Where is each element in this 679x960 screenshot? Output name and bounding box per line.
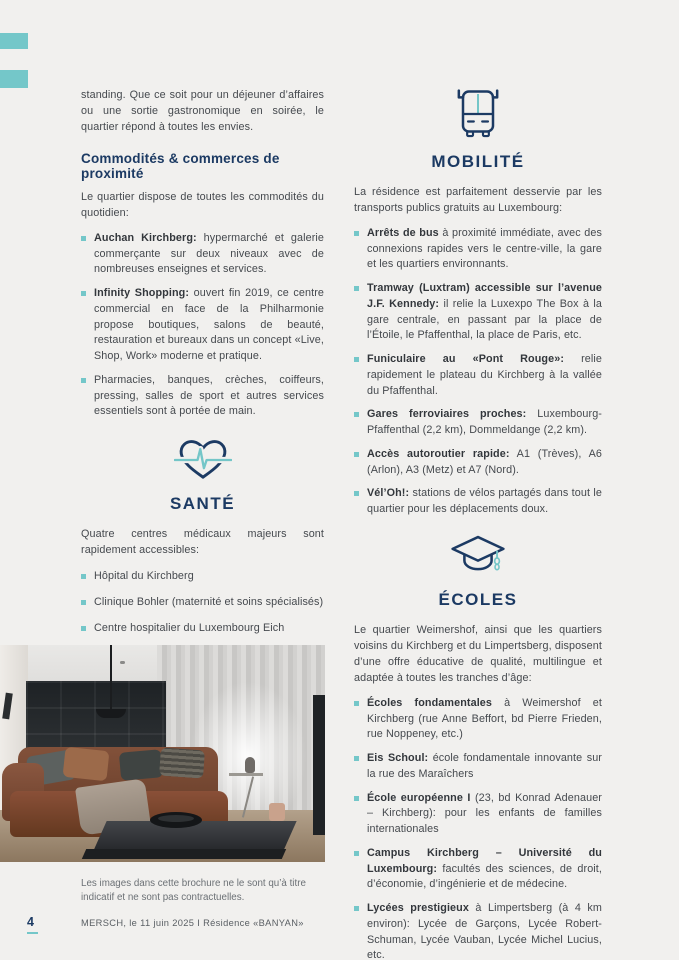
list-item-lead: Tramway (Luxtram) accessible sur l’avenue J.F. Kennedy: (367, 282, 602, 310)
list-item-body: Pharmacies, banques, crèches, coiffeurs, pressing, salles de sport et autres services essentiels sont à portée de main. (94, 373, 324, 418)
list-item (354, 281, 602, 344)
heart-pulse-icon (81, 436, 324, 484)
bullet-square-icon (354, 231, 359, 236)
page-number-underline (27, 932, 38, 934)
photo-coffee-table (93, 821, 296, 851)
list-item-text (94, 231, 324, 278)
list-item (81, 595, 324, 611)
sante-title: SANTÉ (169, 494, 236, 514)
list-item-body: il relie la Luxexpo The Box à la gare centrale, en passant par la place de l’Étoile, le Pfaffenthal, la place de Paris, etc. (367, 297, 602, 342)
list-item-body: stations de vélos partagés dans tout le quartier pour les déplacements doux. (367, 487, 602, 516)
photo-pillow (159, 747, 205, 778)
footer-text: MERSCH, le 11 juin 2025 I Résidence «BANYAN» (81, 918, 304, 928)
right-column (354, 84, 602, 960)
list-item-body: ouvert fin 2019, ce centre commercial en face de la Philharmonie propose boutiques, salons de beauté, restauration et bureaux dans un concept «Live, Shop, Work» moderne et pratique. (94, 287, 324, 363)
list-item-lead: Infinity Shopping: (94, 287, 190, 300)
list-item-body: A1 (Trèves), A6 (Arlon), A3 (Metz) et A7 (Nord). (367, 447, 603, 476)
photo-decor-object (269, 803, 285, 821)
list-item (81, 373, 324, 420)
bullet-square-icon (354, 701, 359, 706)
bullet-square-icon (354, 357, 359, 362)
photo-spotlight (120, 661, 125, 664)
list-item-text (367, 696, 602, 743)
photo-caption: Les images dans cette brochure ne le sont qu’à titre indicatif et ne sont pas contractuelles. (81, 878, 306, 904)
list-item-text (367, 846, 602, 893)
list-item (354, 352, 602, 399)
list-item-text (367, 407, 602, 439)
list-item-text (367, 791, 602, 838)
bullet-square-icon (354, 286, 359, 291)
list-item-body: facultés des sciences, de droit, d’économie, d’ingénierie et de médecine. (367, 862, 602, 891)
list-item-text (367, 486, 602, 518)
list-item-lead: Vél’Oh!: (367, 487, 410, 500)
list-item-text: Clinique Bohler (maternité et soins spécialisés) (94, 595, 324, 608)
bullet-square-icon (354, 796, 359, 801)
list-item (354, 791, 602, 838)
list-item (81, 286, 324, 365)
bullet-square-icon (81, 291, 86, 296)
list-item-body: (23, bd Konrad Adenauer – Kirchberg): pour les enfants de familles internationales (367, 791, 602, 836)
bullet-square-icon (81, 574, 86, 579)
photo-pillow (119, 749, 163, 781)
list-item-text (367, 751, 602, 783)
bullet-square-icon (354, 756, 359, 761)
mobilite-intro: La résidence est parfaitement desservie par les transports publics gratuits au Luxembourg: (354, 186, 602, 214)
list-item-text (94, 286, 324, 365)
photo-pendant-lamp (96, 709, 126, 718)
list-item-body: relie rapidement le plateau du Kirchberg à la vallée du Pfaffenthal. (367, 353, 602, 397)
list-item (354, 486, 602, 518)
deco-teal-square-1 (0, 33, 28, 49)
list-item (354, 846, 602, 893)
commodites-intro: Le quartier dispose de toutes les commodités du quotidien: (81, 190, 324, 219)
bullet-square-icon (81, 236, 86, 241)
graduation-cap-icon (354, 534, 602, 580)
list-item (354, 696, 602, 743)
list-item-lead: Écoles fondamentales (367, 696, 492, 709)
list-item-text (367, 447, 602, 479)
list-item-lead: Arrêts de bus (367, 226, 439, 239)
ecoles-intro: Le quartier Weimershof, ainsi que les quartiers voisins du Kirchberg et du Limpertsberg, disposent d’une offre éducative de qualité, multilingue et adaptée à toutes les tranches d’âge: (354, 623, 602, 684)
mobilite-title: MOBILITÉ (431, 152, 525, 171)
list-item (81, 569, 324, 585)
list-item (354, 901, 602, 960)
list-item-text: Hôpital du Kirchberg (94, 570, 194, 583)
bullet-square-icon (354, 412, 359, 417)
list-item-body: Luxembourg-Pfaffenthal (2,2 km), Dommeldange (2,2 km). (367, 408, 602, 437)
list-item-body: à Limpertsberg (à 4 km environ): Lycée de Garçons, Lycée Robert-Schuman, Lycée Vauban, Lycée Michel Lucius, etc. (367, 902, 602, 960)
left-column (81, 88, 324, 729)
photo-coffee-table-edge (82, 849, 286, 859)
list-item-lead: École européenne I (367, 791, 471, 804)
bullet-square-icon (354, 491, 359, 496)
bullet-square-icon (354, 851, 359, 856)
bullet-square-icon (81, 626, 86, 631)
bullet-square-icon (81, 600, 86, 605)
list-item-text (367, 281, 602, 344)
list-item-text (94, 373, 324, 420)
photo-vase (245, 757, 255, 773)
photo-side-table (229, 773, 263, 776)
ecoles-title: ÉCOLES (438, 589, 518, 609)
page-number: 4 (27, 915, 34, 929)
list-item-lead: Auchan Kirchberg: (94, 231, 197, 244)
list-item (354, 447, 602, 479)
list-item-body: à proximité immédiate, avec des connexions rapides vers le centre-ville, la gare et les quartiers environnants. (367, 226, 602, 271)
photo-pillow (63, 747, 110, 781)
commodites-heading: Commodités & commerces de proximité (81, 150, 280, 181)
list-item-lead: Eis Schoul: (367, 752, 429, 765)
list-item-lead: Campus Kirchberg – Université du Luxembourg: (367, 846, 602, 875)
list-item-lead: Gares ferroviaires proches: (367, 408, 527, 421)
list-item-text (367, 226, 602, 273)
bullet-square-icon (354, 906, 359, 911)
bus-icon (354, 86, 602, 142)
bullet-square-icon (81, 378, 86, 383)
deco-teal-square-2 (0, 70, 28, 88)
list-item-text (367, 901, 602, 960)
list-item-lead: Funiculaire au «Pont Rouge»: (367, 353, 565, 366)
list-item-body: école fondamentale innovante sur la rue des Maraîchers (367, 752, 602, 780)
list-item (81, 621, 324, 637)
list-item (354, 407, 602, 439)
list-item-lead: Accès autoroutier rapide: (367, 447, 510, 460)
residence-interior-photo (0, 645, 325, 862)
list-item (354, 226, 602, 273)
intro-paragraph: standing. Que ce soit pour un déjeuner d’affaires ou une sortie gastronomique en soirée, le quartier répond à toutes les envies. (81, 89, 324, 133)
list-item-text: Centre hospitalier du Luxembourg Eich (94, 621, 285, 634)
photo-pendant-cord (110, 645, 112, 711)
list-item-text (367, 352, 602, 399)
list-item (81, 231, 324, 278)
photo-tv-edge (313, 695, 325, 835)
photo-bowl-inner (158, 815, 194, 822)
sante-intro: Quatre centres médicaux majeurs sont rapidement accessibles: (81, 528, 324, 557)
list-item-body: à Weimershof et Kirchberg (rue Anne Beffort, bd Pierre Frieden, rue Noppeney, etc.) (367, 696, 602, 741)
bullet-square-icon (354, 452, 359, 457)
list-item-body: hypermarché et galerie commerçante sur deux niveaux avec de nombreuses enseignes et services. (94, 231, 324, 276)
list-item (354, 751, 602, 783)
list-item-lead: Lycées prestigieux (367, 902, 469, 915)
